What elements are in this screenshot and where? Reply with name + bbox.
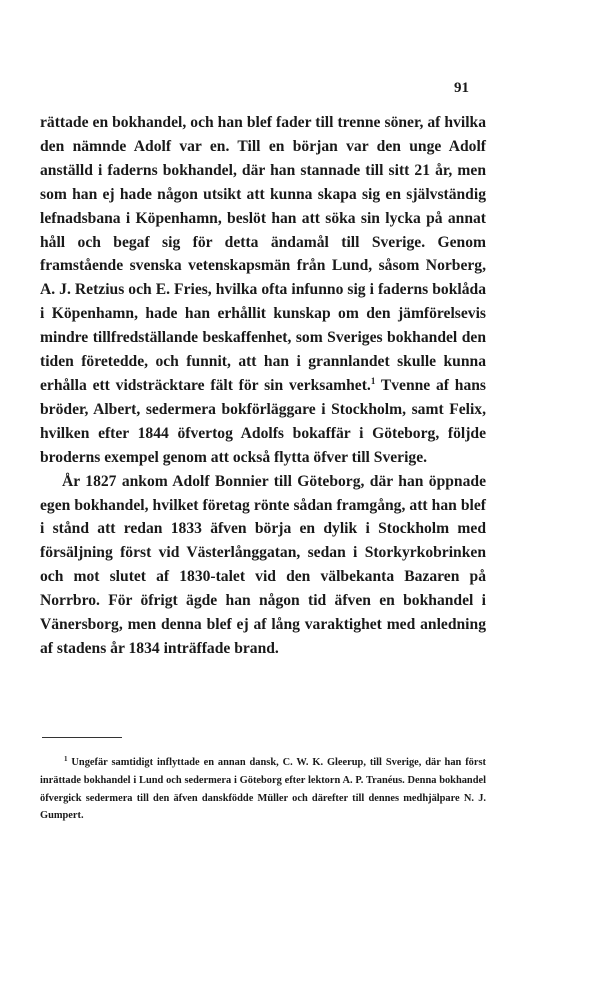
footnote-divider	[42, 737, 122, 738]
paragraph-1	[40, 111, 486, 470]
footnote-text: Ungefär samtidigt inflyttade en annan dansk, C. W. K. Gleerup, till Sverige, där han först inrättade bokhandel i Lund och sedermera i Göteborg efter lektorn A. P. Tranéus. Denna bokhandel öfvergick sedermera till den äfven danskfödde Müller och därefter till dennes medhjälpare N. J. Gumpert.	[40, 757, 486, 822]
paragraph-1-continuation: Tvenne af hans bröder, Albert, sedermera bokförläggare i Stockholm, samt Felix, hvilken efter 1844 öfvertog Adolfs bokaffär i Göteborg, följde broderns exempel genom att också flytta öfver till Sverige.	[40, 376, 487, 466]
page-number: 91	[454, 80, 469, 96]
paragraph-1-text: rättade en bokhandel, och han blef fader till trenne söner, af hvilka den nämnde Adolf var en. Till en början var den unge Adolf anställd i faderns bokhandel, där han stannade till sitt 21 år, men som han ej hade någon utsikt att kunna skapa sig en självständig lefnadsbana i Köpenhamn, beslöt han att söka sin lycka på annat håll och begaf sig för detta ändamål till Sverige. Genom framstående svenska vetenskapsmän från Lund, såsom Norberg, A. J. Retzius och E. Fries, hvilka ofta infunno sig i faderns boklåda i Köpenhamn, hade han erhållit kunskap om den jämförelsevis mindre tillfredställande beskaffenhet, som Sveriges bokhandel den tiden företedde, och funnit, att han i grannlandet skulle kunna erhålla ett vidsträcktare fält för sin verksamhet.	[40, 114, 486, 394]
footnote-marker: 1	[64, 755, 68, 763]
footnote	[40, 754, 486, 825]
paragraph-2: År 1827 ankom Adolf Bonnier till Göteborg, där han öppnade egen bokhandel, hvilket företag rönte sådan framgång, att han blef i stånd att redan 1833 äfven börja en dylik i Stockholm med försäljning först vid Västerlånggatan, sedan i Storkyrkobrinken och mot slutet af 1830-talet vid den välbekanta Bazaren på Norrbro. För öfrigt ägde han någon tid äfven en bokhandel i Vänersborg, men denna blef ej af lång varaktighet med anledning af stadens år 1834 inträffade brand.	[40, 472, 486, 657]
footnote-paragraph	[40, 754, 486, 825]
main-text	[40, 111, 486, 661]
footnote-reference: 1	[370, 375, 376, 386]
